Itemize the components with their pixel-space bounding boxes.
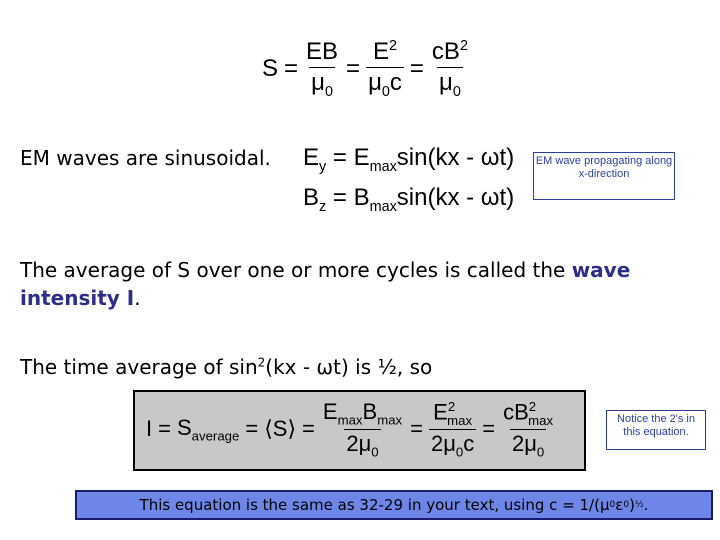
poynting-equation <box>262 38 470 100</box>
wave-intensity-term: wave intensity I <box>20 258 631 310</box>
sinusoidal-label: EM waves are sinusoidal. <box>20 146 271 170</box>
fraction-eb-over-mu0: $\frac{EB}{\mu_0}$ <box>306 38 339 100</box>
average-paragraph: The average of S over one or more cycles is called the wave intensity I. <box>20 258 631 310</box>
wave-direction-note: EM wave propagating along x-direction <box>533 152 675 200</box>
fraction-cb2-over-mu0: $\frac{cB^2}{\mu_0}$ <box>431 38 468 100</box>
bottom-note-bar: This equation is the same as 32-29 in your text, using c = 1/(μ 0 ε 0 ) ½ . <box>75 490 713 520</box>
equals-sign: = <box>284 54 299 82</box>
ey-equation: $E_y = E_{max}\sin(kx - \omega t)$ <box>303 144 515 175</box>
fraction-e2-over-mu0c: $\frac{E^2}{\mu_0c}$ <box>368 38 402 100</box>
twos-note: Notice the 2's in this equation. <box>606 410 706 450</box>
time-average-line: The time average of $\sin^2(kx - \omega t)$ is ½, so <box>20 355 433 379</box>
bz-equation: $B_z = B_{max}\sin(kx - \omega t)$ <box>303 184 515 215</box>
equals-sign: = <box>346 54 361 82</box>
intensity-equation: I = $S_{average}$ = ⟨S⟩ = $\frac{E_{max}B_{max}}{2\mu_0}$ = $\frac{E^2_{max}}{2\mu_0c}$ = $\frac{cB^2_{max}}{2\mu_0}$ <box>146 398 554 460</box>
s-average-bracket: ⟨S⟩ <box>264 416 297 441</box>
fraction-emax2: $\frac{E^2_{max}}{2\mu_0c}$ <box>430 398 475 460</box>
s-symbol: S <box>262 54 279 82</box>
fraction-cbmax2: $\frac{cB^2_{max}}{2\mu_0}$ <box>503 398 554 460</box>
equals-sign: = <box>409 54 424 82</box>
fraction-emax-bmax: $\frac{E_{max}B_{max}}{2\mu_0}$ <box>322 399 403 459</box>
